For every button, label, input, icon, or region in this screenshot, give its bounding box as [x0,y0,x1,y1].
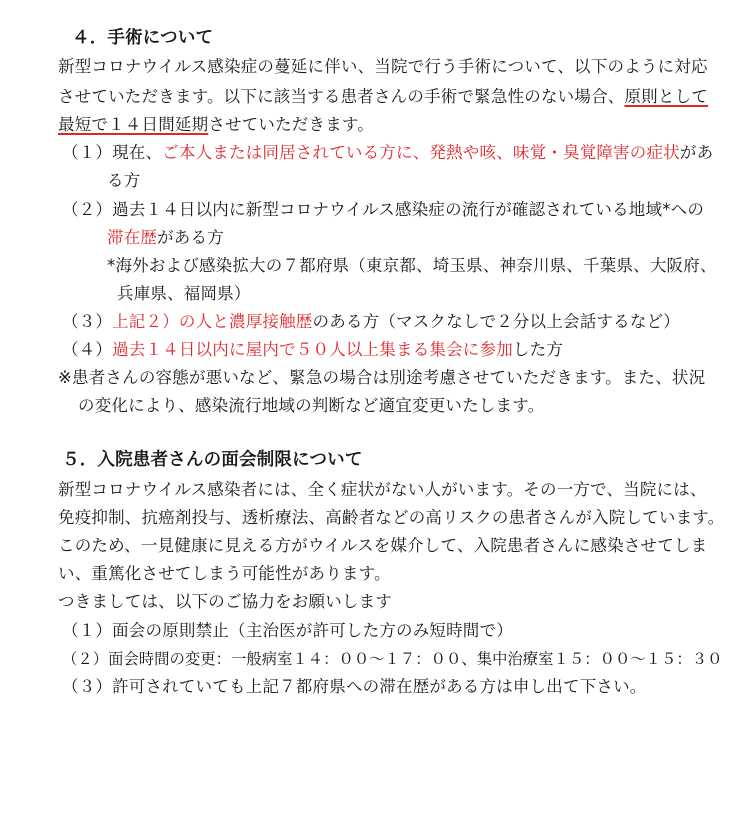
item3-suffix: のある方（マスクなしで２分以上会話するなど） [312,312,680,331]
item1-highlight: ご本人または同居されている方に、発熱や咳、味覚・臭覚障害の症状 [162,143,680,162]
section5-para-line5: つきましては、以下のご協力をお願いします [58,592,392,611]
item2-suffix: がある方 [157,228,224,247]
section4-item2-cont [107,227,224,249]
section5-para-line1: 新型コロナウイルス感染者には、全く症状がない人がいます。その一方で、当院には、 [58,480,707,499]
intro-line3-text: させていただきます。 [208,115,374,134]
item1-suffix: があ [679,143,714,162]
section5-heading: ５．入院患者さんの面会制限について [62,450,363,470]
section4-item4 [62,339,563,361]
section5-para-line4: い、重篤化させてしまう可能性があります。 [58,564,391,583]
item3-prefix: （３） [62,312,113,331]
section4-item2-note2: 兵庫県、福岡県） [117,284,251,303]
item4-highlight: 過去１４日以内に屋内で５０人以上集まる集会に参加 [112,340,513,359]
item3-highlight: 上記２）の人と濃厚接触歴 [112,312,313,331]
intro-line2-text: させていただきます。以下に該当する患者さんの手術で緊急性のない場合、 [58,87,625,106]
section4-heading: ４．手術について [72,28,214,48]
section4-item2-note1: *海外および感染拡大の７都府県（東京都、埼玉県、神奈川県、千葉県、大阪府、 [107,256,717,275]
item2-highlight: 滞在歴 [107,228,158,247]
item4-prefix: （４） [62,340,113,359]
section5-para-line2: 免疫抑制、抗癌剤投与、透析療法、高齢者などの高リスクの患者さんが入院しています。 [58,508,725,527]
section5-item3: （３）許可されていても上記７都府県への滞在歴がある方は申し出て下さい。 [62,677,647,696]
principle-underlined: 原則として [624,87,708,106]
section4-intro-line1: 新型コロナウイルス感染症の蔓延に伴い、当院で行う手術について、以下のように対応 [58,57,708,76]
section4-note-line1: ※患者さんの容態が悪いなど、緊急の場合は別途考慮させていただきます。また、状況 [58,368,706,387]
item1-prefix: （１）現在、 [62,143,163,162]
section4-item1 [62,142,713,164]
section4-intro-line3 [58,114,374,136]
section4-item3 [62,311,680,333]
section5-para-line3: このため、一見健康に見える方がウイルスを媒介して、入院患者さんに感染させてしま [58,536,708,555]
section5-item2: （２）面会時間の変更：一般病室１４：００〜１７：００、集中治療室１５：００〜１５：３０ [62,650,723,668]
section4-intro-line2 [58,86,708,108]
item4-suffix: した方 [512,340,564,359]
section4-note-line2: の変化により、感染流行地域の判断など適宜変更いたします。 [78,396,545,415]
section5-item1: （１）面会の原則禁止（主治医が許可した方のみ短時間で） [62,621,513,640]
section4-item1-cont: る方 [107,171,141,190]
postpone-14-days-underlined: 最短で１４日間延期 [58,115,209,134]
section4-item2: （２）過去１４日以内に新型コロナウイルス感染症の流行が確認されている地域*への [62,200,705,219]
